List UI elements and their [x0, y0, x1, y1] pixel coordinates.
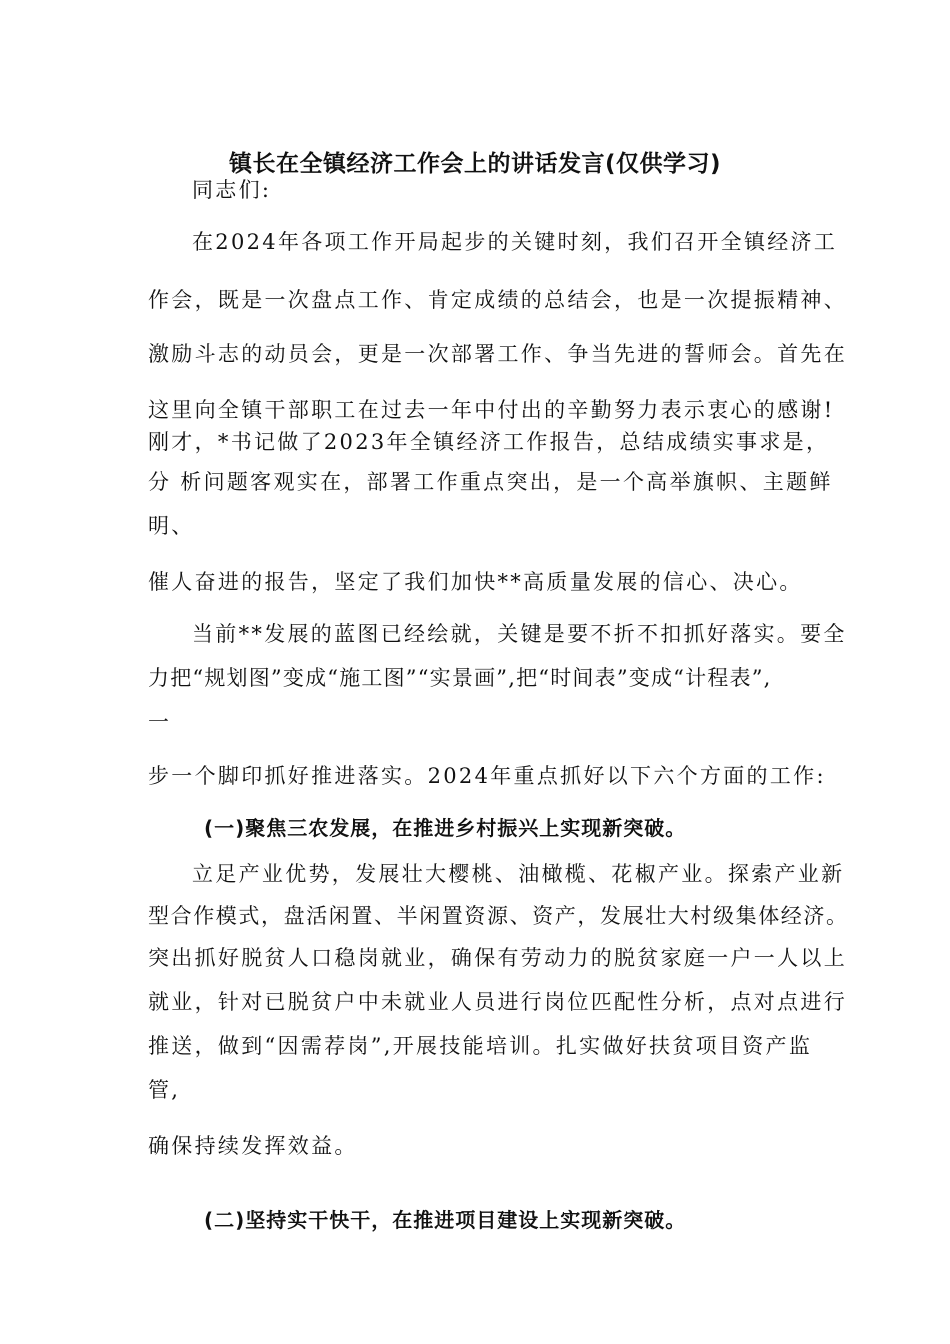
- paragraph-line: 就业，针对已脱贫户中未就业人员进行岗位匹配性分析，点对点进行: [148, 990, 847, 1014]
- paragraph-line: 型合作模式，盘活闲置、半闲置资源、资产，发展壮大村级集体经济。: [148, 904, 849, 928]
- section-heading-2: (二)坚持实干快干，在推进项目建设上实现新突破。: [204, 1208, 687, 1232]
- paragraph-line: 刚才，*书记做了2023年全镇经济工作报告，总结成绩实事求是，: [148, 430, 830, 454]
- paragraph-line: 立足产业优势，发展壮大樱桃、油橄榄、花椒产业。探索产业新: [192, 862, 845, 886]
- paragraph-line: 突出抓好脱贫人口稳岗就业，确保有劳动力的脱贫家庭一户一人以上: [148, 946, 847, 970]
- salutation: 同志们:: [192, 178, 272, 202]
- paragraph-line: 分 析问题客观实在，部署工作重点突出，是一个高举旗帜、主题鲜: [148, 470, 833, 494]
- paragraph-line: 催人奋进的报告，坚定了我们加快**高质量发展的信心、决心。: [148, 570, 803, 594]
- paragraph-line: 这里向全镇干部职工在过去一年中付出的辛勤努力表示衷心的感谢!: [148, 398, 835, 422]
- paragraph-line: 在2024年各项工作开局起步的关键时刻，我们召开全镇经济工: [192, 230, 838, 254]
- paragraph-line: 确保持续发挥效益。: [148, 1134, 358, 1158]
- paragraph-line: 作会，既是一次盘点工作、肯定成绩的总结会，也是一次提振精神、: [148, 288, 847, 312]
- section-heading-1: (一)聚焦三农发展，在推进乡村振兴上实现新突破。: [204, 816, 687, 840]
- paragraph-line: 力把“规划图”变成“施工图”“实景画”,把“时间表”变成“计程表”,: [148, 666, 772, 690]
- paragraph-line: 步一个脚印抓好推进落实。2024年重点抓好以下六个方面的工作:: [148, 764, 826, 788]
- paragraph-line: 一: [148, 710, 172, 734]
- paragraph-line: 激励斗志的动员会，更是一次部署工作、争当先进的誓师会。首先在: [148, 342, 847, 366]
- paragraph-line: 管,: [148, 1078, 181, 1102]
- document-title: 镇长在全镇经济工作会上的讲话发言(仅供学习): [228, 151, 722, 177]
- paragraph-line: 推送，做到“因需荐岗”,开展技能培训。扎实做好扶贫项目资产监: [148, 1034, 813, 1058]
- paragraph-line: 明、: [148, 514, 195, 538]
- paragraph-line: 当前**发展的蓝图已经绘就，关键是要不折不扣抓好落实。要全: [192, 622, 847, 646]
